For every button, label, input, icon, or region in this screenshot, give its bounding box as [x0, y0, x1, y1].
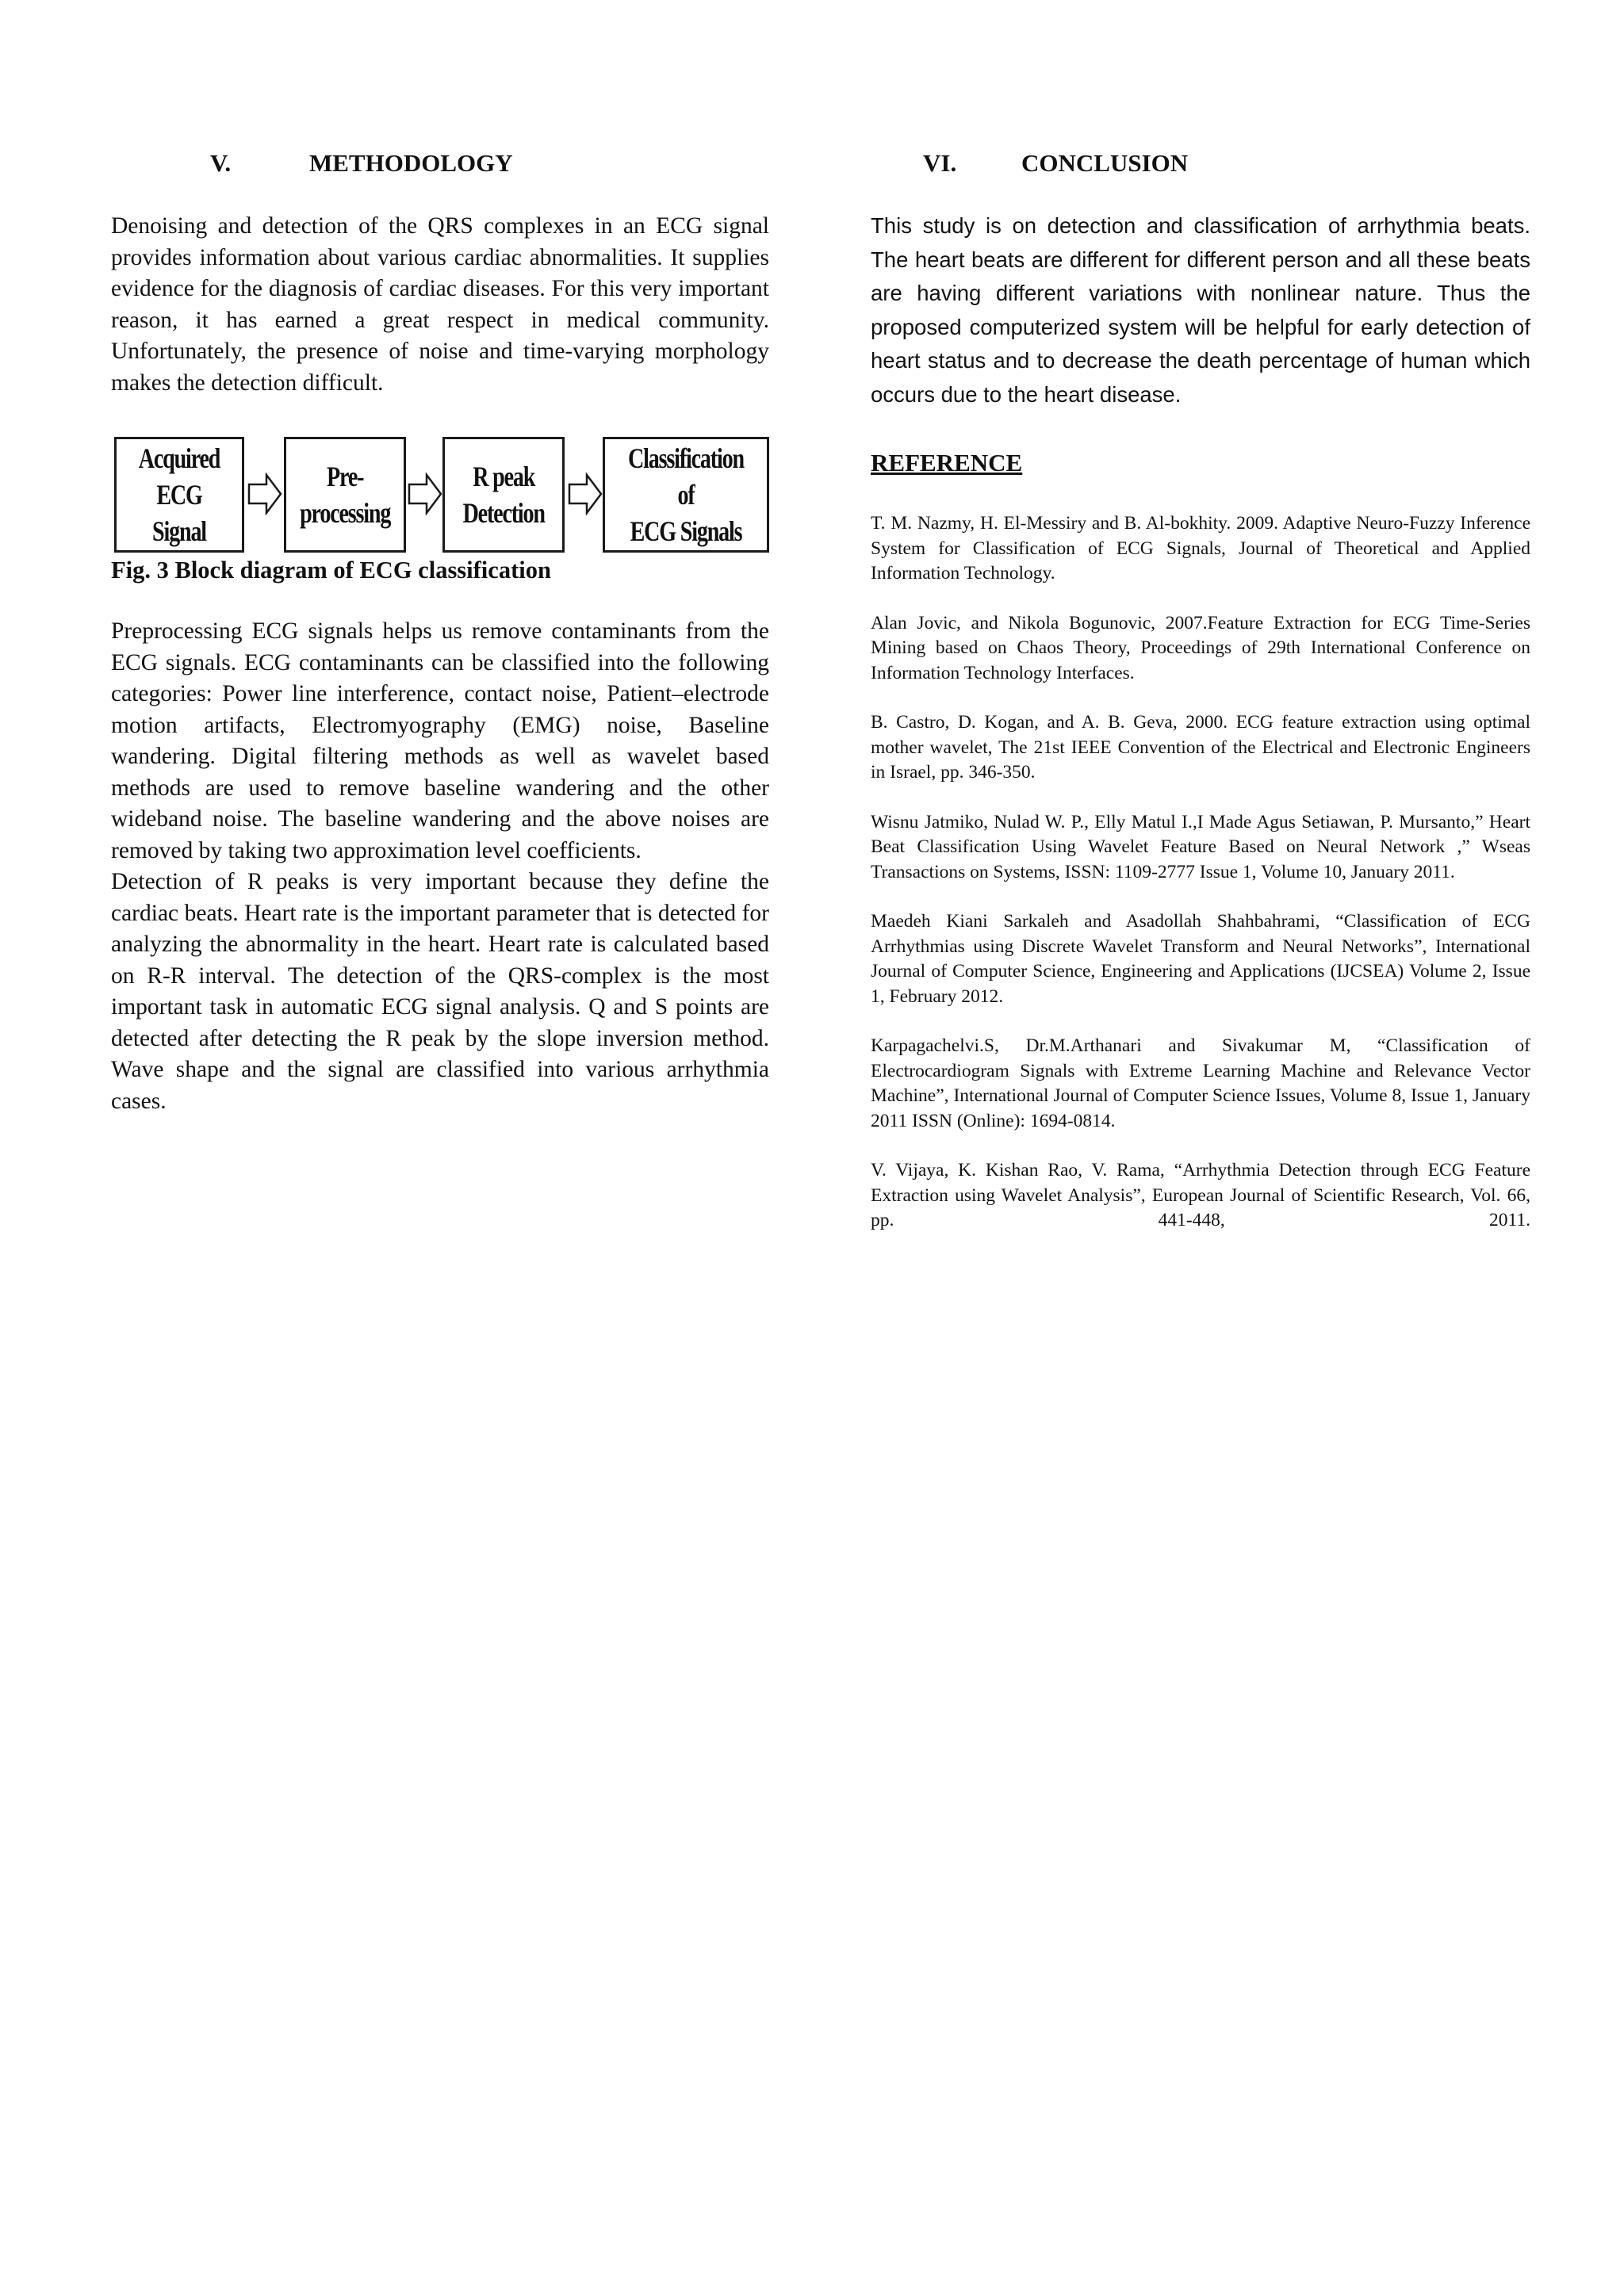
reference-list [871, 511, 1530, 1234]
reference-item: Alan Jovic, and Nikola Bogunovic, 2007.Feature Extraction for ECG Time-Series Mining based on Chaos Theory, Proceedings of 29th International Conference on Information Technology Interfaces. [871, 612, 1530, 683]
block-acquired-ecg-signal: Acquired ECG Signal [114, 437, 244, 553]
section-title: CONCLUSION [1021, 149, 1189, 177]
methodology-heading [111, 143, 769, 184]
section-title: METHODOLOGY [309, 149, 513, 177]
reference-item: T. M. Nazmy, H. El-Messiry and B. Al-bokhity. 2009. Adaptive Neuro-Fuzzy Inference System for Classification of ECG Signals, Journal of Theoretical and Applied Information Technology. [871, 513, 1530, 584]
arrow-icon [568, 473, 603, 515]
left-column [111, 143, 769, 1117]
arrow-icon [247, 473, 282, 515]
figure-caption: Fig. 3 Block diagram of ECG classification [111, 557, 551, 584]
right-column [871, 143, 1530, 1258]
arrow-icon [408, 473, 442, 515]
block-classification: Classification of ECG Signals [603, 437, 769, 553]
methodology-paragraph-1: Denoising and detection of the QRS complexes in an ECG signal provides information about various cardiac abnormalities. It supplies evidence for the diagnosis of cardiac diseases. For this very important reason, it has earned a great respect in medical community. Unfortunately, the presence of noise and time-varying morphology makes the detection difficult. [111, 213, 769, 396]
block-r-peak-detection: R peak Detection [442, 437, 565, 553]
section-number: V. [210, 149, 232, 177]
methodology-paragraph-3: Detection of R peaks is very important because they define the cardiac beats. Heart rate is the important parameter that is detected for analyzing the abnormality in the heart. Heart rate is calculated based on R-R interval. The detection of the QRS-complex is the most important task in automatic ECG signal analysis. Q and S points are detected after detecting the R peak by the slope inversion method. Wave shape and the signal are classified into various arrhythmia cases. [111, 869, 769, 1114]
reference-item: Wisnu Jatmiko, Nulad W. P., Elly Matul I.,I Made Agus Setiawan, P. Mursanto,” Heart Beat Classification Using Wavelet Feature Based on Neural Network ,” Wseas Transactions on Systems, ISSN: 1109-2777 Issue 1, Volume 10, January 2011. [871, 811, 1530, 882]
reference-heading: REFERENCE [871, 449, 1023, 476]
reference-item: Maedeh Kiani Sarkaleh and Asadollah Shahbahrami, “Classification of ECG Arrhythmias using Discrete Wavelet Transform and Neural Networks”, International Journal of Computer Science, Engineering and Applications (IJCSEA) Volume 2, Issue 1, February 2012. [871, 911, 1530, 1007]
conclusion-heading [871, 143, 1530, 184]
reference-item: Karpagachelvi.S, Dr.M.Arthanari and Sivakumar M, “Classification of Electrocardiogram Signals with Extreme Learning Machine and Relevance Vector Machine”, International Journal of Computer Science Issues, Volume 8, Issue 1, January 2011 ISSN (Online): 1694-0814. [871, 1035, 1530, 1131]
section-number: VI. [923, 149, 957, 177]
block-preprocessing: Pre- processing [284, 437, 406, 553]
block-diagram [111, 437, 769, 564]
conclusion-paragraph: This study is on detection and classification of arrhythmia beats. The heart beats are different for different person and all these beats are having different variations with nonlinear nature. Thus the proposed computerized system will be helpful for early detection of heart status and to decrease the death percentage of human which occurs due to the heart disease. [871, 213, 1530, 407]
reference-item: V. Vijaya, K. Kishan Rao, V. Rama, “Arrhythmia Detection through ECG Feature Extraction using Wavelet Analysis”, European Journal of Scientific Research, Vol. 66, pp. 441-448, 2011. [871, 1160, 1530, 1230]
methodology-paragraph-2: Preprocessing ECG signals helps us remove contaminants from the ECG signals. ECG contaminants can be classified into the following categories: Power line interference, contact noise, Patient–electrode motion artifacts, Electromyography (EMG) noise, Baseline wandering. Digital filtering methods as well as wavelet based methods are used to remove baseline wandering and the other wideband noise. The baseline wandering and the above noises are removed by taking two approximation level coefficients. [111, 618, 769, 863]
reference-item: B. Castro, D. Kogan, and A. B. Geva, 2000. ECG feature extraction using optimal mother wavelet, The 21st IEEE Convention of the Electrical and Electronic Engineers in Israel, pp. 346-350. [871, 712, 1530, 783]
